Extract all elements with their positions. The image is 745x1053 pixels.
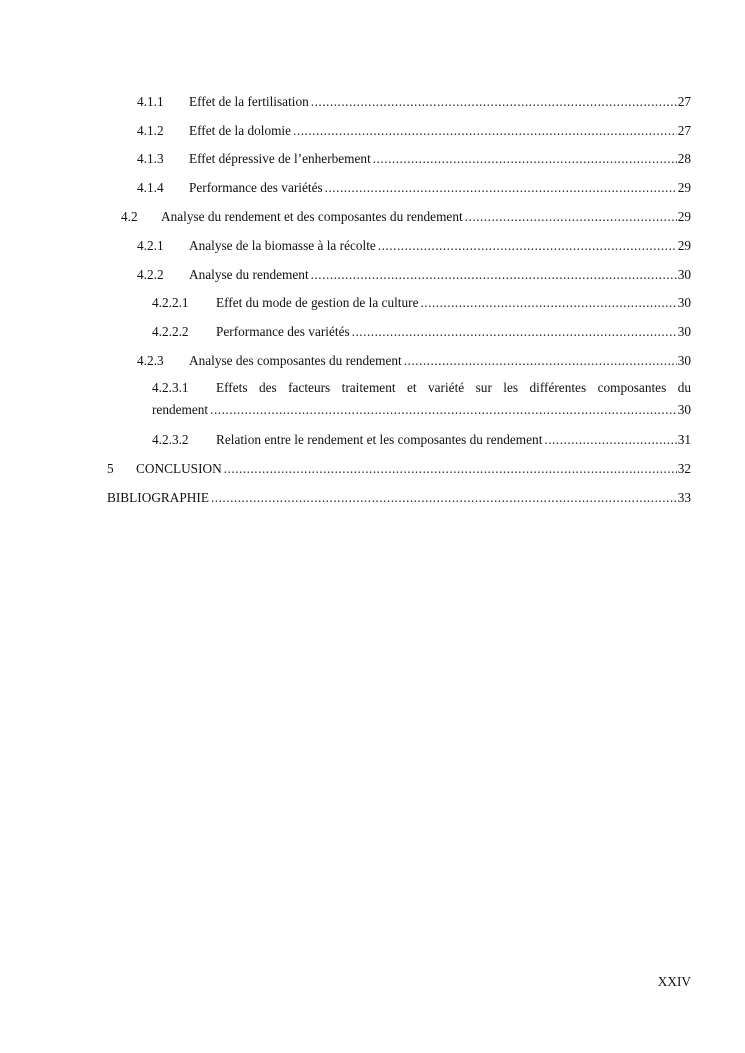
toc-dot-leader xyxy=(373,151,677,167)
toc-entry-page: 30 xyxy=(677,353,691,368)
toc-entry-4-2-3[interactable] xyxy=(137,353,691,369)
toc-entry-number: 4.1.1 xyxy=(137,94,164,109)
toc-entry-title: Analyse de la biomasse à la récolte xyxy=(189,238,376,253)
toc-entry-4-2-2[interactable] xyxy=(137,267,691,283)
toc-entry-title: CONCLUSION xyxy=(136,461,222,476)
toc-entry-4-2-3-2[interactable] xyxy=(152,432,691,448)
toc-entry-number: 5 xyxy=(107,461,114,476)
toc-dot-leader xyxy=(352,324,677,340)
toc-entry-title: Analyse du rendement xyxy=(189,267,309,282)
toc-entry-title: Effets des facteurs traitement et variété sur les différentes composantes du xyxy=(216,380,691,395)
toc-entry-5[interactable] xyxy=(107,461,691,477)
toc-entry-number: 4.1.3 xyxy=(137,151,164,166)
toc-dot-leader xyxy=(211,490,677,506)
toc-entry-page: 30 xyxy=(677,402,691,417)
toc-entry-page: 29 xyxy=(677,180,691,195)
toc-dot-leader xyxy=(465,209,677,225)
toc-entry-page: 30 xyxy=(677,295,691,310)
toc-entry-number: 4.2.2.2 xyxy=(152,324,189,339)
toc-entry-number: 4.2.1 xyxy=(137,238,164,253)
toc-entry-bibliographie[interactable] xyxy=(107,490,691,506)
toc-dot-leader xyxy=(544,432,676,448)
toc-entry-title: BIBLIOGRAPHIE xyxy=(107,490,209,505)
toc-entry-number: 4.2.3.1 xyxy=(152,380,189,395)
toc-entry-number: 4.2.2.1 xyxy=(152,295,189,310)
toc-dot-leader xyxy=(325,180,677,196)
toc-entry-4-2-2-1[interactable] xyxy=(152,295,691,311)
toc-entry-page: 28 xyxy=(677,151,691,166)
toc-entry-page: 27 xyxy=(677,94,691,109)
toc-entry-page: 29 xyxy=(677,238,691,253)
toc-entry-4-2-1[interactable] xyxy=(137,238,691,254)
toc-entry-title: Effet de la dolomie xyxy=(189,123,292,138)
toc-entry-4-1-3[interactable] xyxy=(137,151,691,167)
toc-dot-leader xyxy=(224,461,677,477)
toc-dot-leader xyxy=(311,94,677,110)
toc-entry-number: 4.1.4 xyxy=(137,180,164,195)
toc-entry-4-1-2[interactable] xyxy=(137,123,691,139)
toc-dot-leader xyxy=(311,267,677,283)
toc-entry-4-2-3-1[interactable] xyxy=(152,377,691,421)
toc-entry-title: Analyse du rendement et des composantes du rendement xyxy=(161,209,463,224)
toc-dot-leader xyxy=(293,123,677,139)
toc-entry-number: 4.2 xyxy=(121,209,138,224)
toc-entry-title: Effet du mode de gestion de la culture xyxy=(216,295,419,310)
toc-entry-title: Performance des variétés xyxy=(216,324,350,339)
toc-entry-title: Effet dépressive de l’enherbement xyxy=(189,151,371,166)
toc-entry-4-2[interactable] xyxy=(121,209,691,225)
toc-entry-page: 33 xyxy=(677,490,691,505)
toc-entry-title-continued: rendement xyxy=(152,402,209,417)
toc-entry-number: 4.1.2 xyxy=(137,123,164,138)
toc-entry-first-line xyxy=(152,377,691,399)
toc-entry-title: Performance des variétés xyxy=(189,180,323,195)
toc-entry-number: 4.2.3 xyxy=(137,353,164,368)
toc-entry-title: Effet de la fertilisation xyxy=(189,94,309,109)
toc-entry-page: 32 xyxy=(677,461,691,476)
toc-entry-title: Analyse des composantes du rendement xyxy=(189,353,402,368)
toc-entry-title: Relation entre le rendement et les composantes du rendement xyxy=(216,432,543,447)
toc-entry-4-1-1[interactable] xyxy=(137,94,691,110)
toc-entry-page: 29 xyxy=(677,209,691,224)
toc-entry-number: 4.2.2 xyxy=(137,267,164,282)
toc-entry-page: 31 xyxy=(677,432,691,447)
toc-entry-second-line xyxy=(152,399,691,421)
toc-dot-leader xyxy=(210,399,677,421)
toc-entry-page: 30 xyxy=(677,324,691,339)
toc-entry-page: 27 xyxy=(677,123,691,138)
toc-dot-leader xyxy=(378,238,677,254)
toc-entry-number: 4.2.3.2 xyxy=(152,432,189,447)
toc-dot-leader xyxy=(420,295,676,311)
toc-dot-leader xyxy=(404,353,677,369)
toc-entry-4-2-2-2[interactable] xyxy=(152,324,691,340)
toc-entry-page: 30 xyxy=(677,267,691,282)
page-number: XXIV xyxy=(657,974,691,989)
toc-entry-4-1-4[interactable] xyxy=(137,180,691,196)
